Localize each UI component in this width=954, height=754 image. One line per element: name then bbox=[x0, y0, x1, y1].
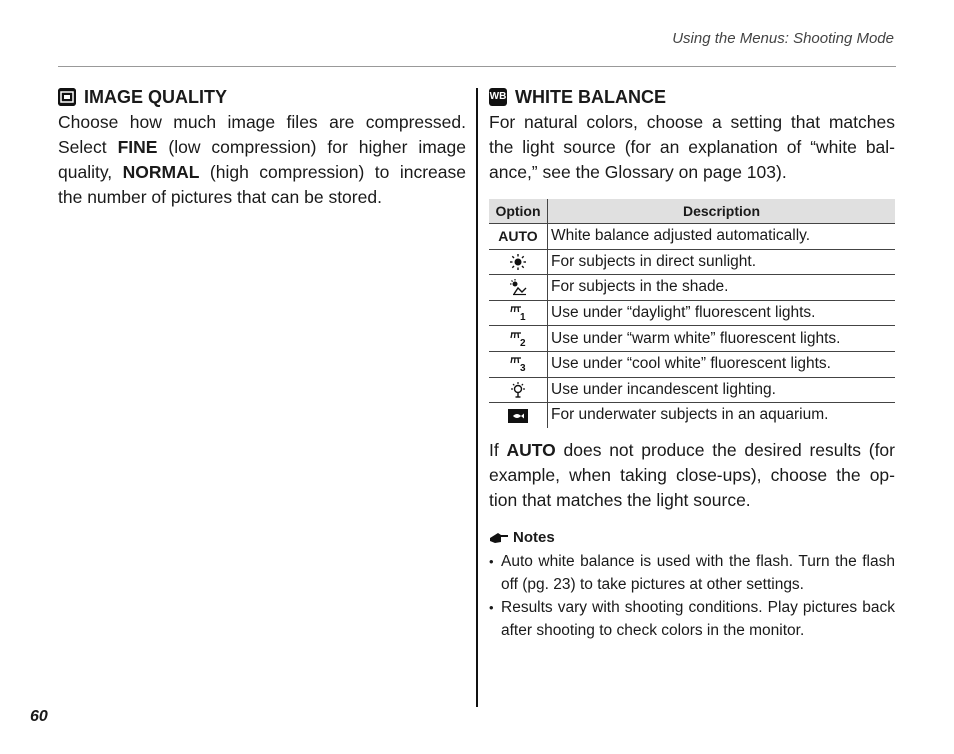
fluorescent-3-icon bbox=[509, 355, 527, 373]
wb-icon: WB bbox=[489, 88, 507, 106]
auto-option: AUTO bbox=[489, 224, 548, 250]
auto-text-1: If bbox=[489, 439, 507, 460]
header-rule bbox=[58, 66, 896, 67]
sun-icon bbox=[509, 253, 527, 271]
auto-text-2: does not produce the desired results (for example, when taking close-ups), choose the op-tion that matches the light source. bbox=[489, 439, 895, 510]
image-quality-heading bbox=[58, 86, 466, 108]
svg-text:1: 1 bbox=[520, 312, 526, 323]
pointing-hand-icon bbox=[489, 530, 509, 544]
table-row bbox=[489, 275, 895, 301]
table-row bbox=[489, 224, 895, 250]
row-description: For underwater subjects in an aquarium. bbox=[551, 406, 829, 424]
option-header: Option bbox=[489, 199, 548, 224]
row-description: Use under “cool white” fluorescent lights. bbox=[548, 351, 896, 377]
white-balance-table bbox=[489, 199, 895, 428]
notes-list bbox=[489, 550, 895, 642]
underwater-icon bbox=[508, 407, 528, 423]
row-description: Use under “warm white” fluorescent lights. bbox=[548, 326, 896, 352]
row-description: Use under “daylight” fluorescent lights. bbox=[548, 300, 896, 326]
white-balance-section bbox=[489, 86, 895, 642]
image-quality-paragraph bbox=[58, 110, 466, 210]
fluorescent-1-icon bbox=[509, 304, 527, 322]
normal-label: NORMAL bbox=[122, 162, 200, 182]
auto-label: AUTO bbox=[506, 439, 556, 460]
svg-text:2: 2 bbox=[520, 337, 526, 348]
auto-paragraph bbox=[489, 438, 895, 513]
fine-label: FINE bbox=[117, 137, 158, 157]
row-description: For subjects in direct sunlight. bbox=[548, 249, 896, 275]
table-row bbox=[489, 300, 895, 326]
running-header: Using the Menus: Shooting Mode bbox=[672, 30, 894, 47]
white-balance-heading bbox=[489, 86, 895, 108]
table-row bbox=[489, 351, 895, 377]
list-item: • Auto white balance is used with the flash. Turn the flash off (pg. 23) to take pictures at other settings. bbox=[489, 550, 895, 596]
page-number: 60 bbox=[30, 708, 48, 725]
notes-title: Notes bbox=[513, 528, 555, 546]
notes-heading bbox=[489, 529, 895, 546]
row-description: White balance adjusted automatically. bbox=[548, 224, 896, 250]
white-balance-title: WHITE BALANCE bbox=[515, 87, 666, 107]
shade-icon bbox=[509, 278, 527, 296]
incandescent-icon bbox=[509, 381, 527, 399]
row-description: For subjects in the shade. bbox=[548, 275, 896, 301]
table-row bbox=[489, 377, 895, 403]
image-quality-icon bbox=[58, 88, 76, 106]
iq-text-3: (high compression) to increase the number of pictures that can be stored. bbox=[58, 162, 466, 207]
table-header-row bbox=[489, 199, 895, 224]
list-item: • Results vary with shooting conditions. Play pictures back after shooting to check colors in the monitor. bbox=[489, 596, 895, 642]
iq-text-1: Choose how much image files are compressed. Select bbox=[58, 112, 466, 157]
fluorescent-2-icon bbox=[509, 330, 527, 348]
table-row bbox=[489, 249, 895, 275]
table-row bbox=[489, 326, 895, 352]
row-description: Use under incandescent lighting. bbox=[548, 377, 896, 403]
iq-text-2: (low compression) for higher image quality, bbox=[58, 137, 466, 182]
image-quality-title: IMAGE QUALITY bbox=[84, 87, 227, 107]
image-quality-section bbox=[58, 86, 466, 210]
description-header: Description bbox=[548, 199, 896, 224]
table-row bbox=[489, 403, 895, 428]
column-divider bbox=[476, 88, 478, 707]
svg-text:3: 3 bbox=[520, 363, 526, 374]
white-balance-intro: For natural colors, choose a setting that matches the light source (for an explanation of “white bal-ance,” see the Glossary on page 103). bbox=[489, 112, 895, 182]
